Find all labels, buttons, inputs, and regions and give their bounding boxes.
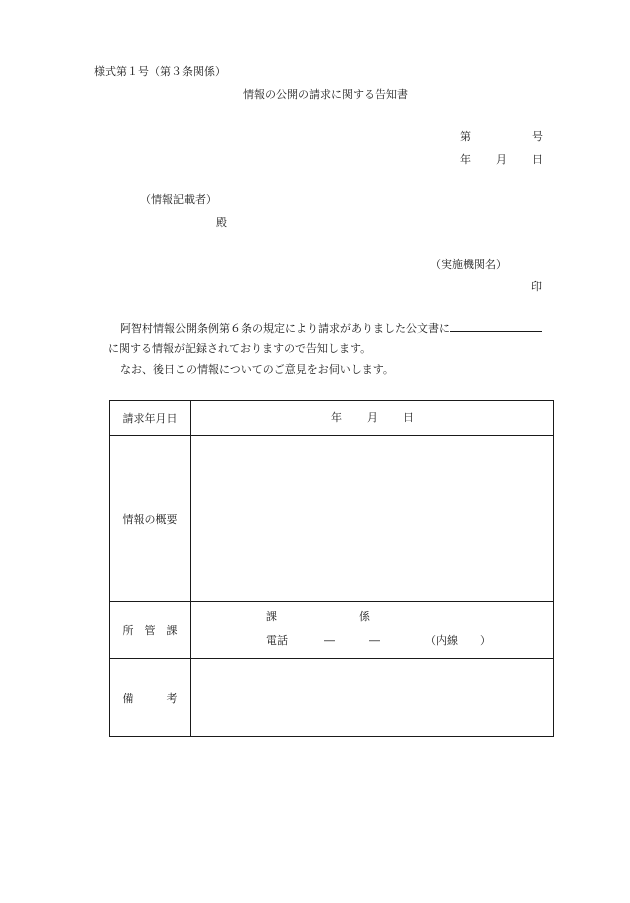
agency-label: （実施機関名） [430,258,507,271]
date-month: 月 [496,153,507,166]
remarks-label: 備 考 [110,659,191,737]
phone-extension: （内線 ） [425,634,491,647]
request-date-label: 請求年月日 [110,401,191,436]
information-table [109,400,554,737]
remarks-row [110,659,554,737]
seal-mark: 印 [531,280,542,293]
form-title: 情報の公開の請求に関する告知書 [243,88,408,101]
phone-dash-2: ― [369,634,380,647]
body-line-3: なお、後日この情報についてのご意見をお伺いします。 [120,363,394,376]
phone-dash-1: ― [324,634,335,647]
body-line-2: に関する情報が記録されておりますので告知します。 [108,342,372,355]
department-unit: 係 [359,610,370,623]
request-date-day: 日 [403,411,414,424]
department-value [191,602,554,659]
request-date-row [110,401,554,436]
body-line-1 [120,320,580,336]
department-label: 所 管 課 [110,602,191,659]
department-section: 課 [266,610,277,623]
summary-row [110,436,554,602]
date-year: 年 [460,153,471,166]
recipient-honorific: 殿 [216,216,227,229]
date-day: 日 [532,153,543,166]
recipient-label: （情報記載者） [140,193,217,206]
phone-label: 電話 [266,634,288,647]
document-name-blank [450,320,542,332]
summary-value [191,436,554,602]
body-line-1-text: 阿智村情報公開条例第６条の規定により請求がありました公文書に [120,322,450,335]
document-number-suffix: 号 [532,130,543,143]
request-date-value [191,401,554,436]
remarks-value [191,659,554,737]
document-number-prefix: 第 [460,130,471,143]
summary-label: 情報の概要 [110,436,191,602]
request-date-month: 月 [367,411,378,424]
request-date-year: 年 [331,411,342,424]
form-number: 様式第１号（第３条関係） [94,65,226,78]
department-row [110,602,554,659]
